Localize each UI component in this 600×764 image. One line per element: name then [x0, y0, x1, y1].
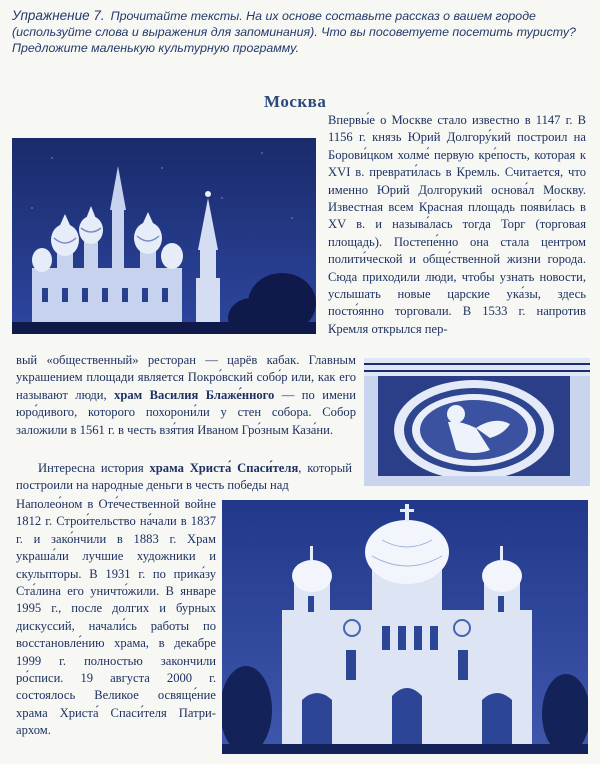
- paragraph-4: Наполео́ном в Оте́чественной войне 1812 г. Строи́тельство на́чали в 1837 г. и зако́нчили в 1883 г. Храм украша́ли лучшие художники и скульпторы. В 1931 г. по прика́зу Ста́лина его уничто́жили. В январе 1995 г., после долгих и бурных дискуссий, начали́сь работы по восстановле́нию храма, в декабре 1999 г. полностью закончили ро́спиcи. 19 августа 2000 г. состоялось Великое освяще́ние храма Христа́ Спаси́теля Патриархом.: [16, 497, 216, 738]
- exercise-text: Прочитайте тексты. На их основе составьте рассказ о вашем городе (используйте слова и выражения для запоминания). Что вы посоветуете посетить туристу? Предложите маленькую культурную программу.: [12, 9, 576, 55]
- article-title: Москва: [264, 92, 327, 111]
- paragraph-2-text-a: вый «общественный» ресторан — царёв кабак. Главным украшением площади является Покро́вский собо́р или, как его называют люди,: [16, 353, 356, 402]
- st-basils-cathedral-photo: [12, 138, 316, 334]
- paragraph-3-text-b: , который построили на народные деньги в честь победы над: [16, 461, 352, 493]
- paragraph-2: [16, 352, 356, 439]
- paragraph-1: Впервы́е о Москве стало известно в 1147 г. В 1156 г. князь Юрий Долгору́кий построил на Борови́цком холме́ первую кре́пость, которая к XVI в. преврати́лась в Кремль. Считается, что именно Юрий Долгорукий основа́л Москву. Известная всем Красная площадь появи́лась в XV в. и называ́лась тогда Торг (торговая площадь). Постепе́нно она стала центром полити́ческой и обще́ственной жизни города. Сюда приходили люди, чтобы узнать новости, услышать новые царские ука́зы, здесь посто́янно торговали. В 1533 г. напротив Кремля открылся пер-: [328, 113, 586, 336]
- exercise-instruction: [12, 8, 584, 56]
- paragraph-2-text-b: — по имени юро́дивого, которого похорони́ли у стен собора. Собор заложили в 1561 г. в честь взя́тия Иваном Гро́зным Каза́ни.: [16, 387, 356, 437]
- paragraph-3-text-a: Интересна история: [38, 461, 150, 475]
- exercise-label: Упражнение 7.: [12, 8, 105, 23]
- facade-relief-photo: [364, 358, 590, 486]
- christ-saviour-term: храма Христа́ Спаси́теля: [149, 461, 299, 475]
- st-basils-term: храм Василия Блаже́нного: [114, 387, 275, 402]
- paragraph-3: [16, 460, 352, 495]
- christ-saviour-cathedral-photo: [222, 500, 588, 754]
